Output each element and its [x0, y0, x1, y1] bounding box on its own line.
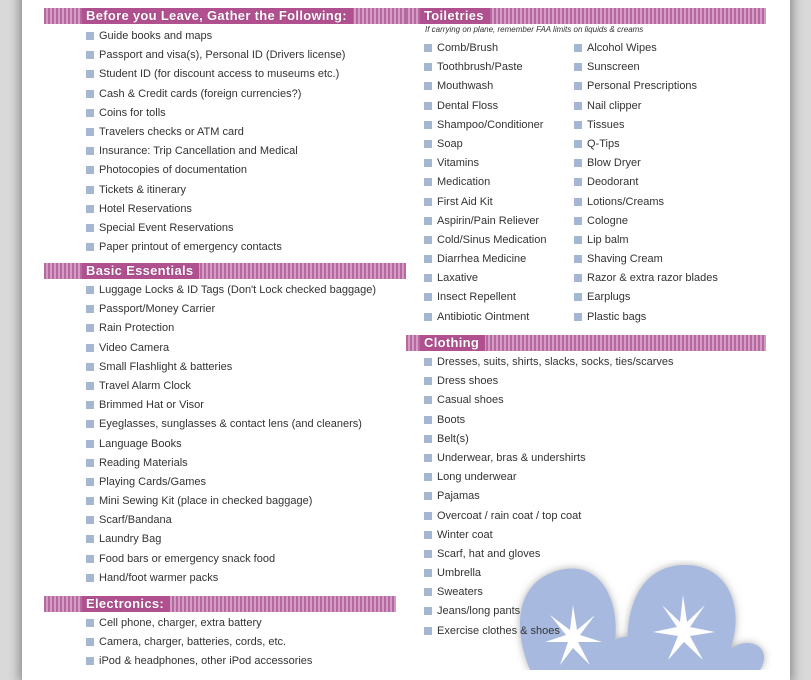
checklist-item[interactable]: Brimmed Hat or Visor: [86, 396, 376, 415]
checklist-item[interactable]: Scarf, hat and gloves: [424, 545, 674, 564]
checklist-item[interactable]: Scarf/Bandana: [86, 511, 376, 530]
checklist-item[interactable]: Hotel Reservations: [86, 200, 345, 219]
checklist-item[interactable]: Toothbrush/Paste: [424, 58, 546, 77]
toiletries-list-col1: [424, 39, 546, 327]
checklist-item[interactable]: Tickets & itinerary: [86, 181, 345, 200]
checklist-item[interactable]: Eyeglasses, sunglasses & contact lens (and cleaners): [86, 415, 376, 434]
toiletries-list-col2: [574, 39, 718, 327]
checklist-item[interactable]: Cologne: [574, 212, 718, 231]
checklist-item[interactable]: Paper printout of emergency contacts: [86, 238, 345, 257]
section-title: Clothing: [420, 335, 485, 351]
checklist-item[interactable]: Cell phone, charger, extra battery: [86, 614, 312, 633]
checklist-item[interactable]: Exercise clothes & shoes: [424, 622, 674, 641]
checklist-item[interactable]: Antibiotic Ointment: [424, 308, 546, 327]
checklist-item[interactable]: Boots: [424, 411, 674, 430]
electronics-list: [86, 614, 312, 672]
checklist-item[interactable]: Aspirin/Pain Reliever: [424, 212, 546, 231]
checklist-item[interactable]: Casual shoes: [424, 391, 674, 410]
checklist-item[interactable]: Hand/foot warmer packs: [86, 569, 376, 588]
checklist-item[interactable]: Travel Alarm Clock: [86, 377, 376, 396]
checklist-item[interactable]: Language Books: [86, 435, 376, 454]
checklist-item[interactable]: Travelers checks or ATM card: [86, 123, 345, 142]
checklist-item[interactable]: Winter coat: [424, 526, 674, 545]
checklist-item[interactable]: Sweaters: [424, 583, 674, 602]
checklist-item[interactable]: Student ID (for discount access to museums etc.): [86, 65, 345, 84]
clothing-list: [424, 353, 674, 641]
checklist-item[interactable]: Mouthwash: [424, 77, 546, 96]
checklist-item[interactable]: Passport and visa(s), Personal ID (Drivers license): [86, 46, 345, 65]
checklist-item[interactable]: Insect Repellent: [424, 288, 546, 307]
checklist-item[interactable]: First Aid Kit: [424, 193, 546, 212]
checklist-item[interactable]: Diarrhea Medicine: [424, 250, 546, 269]
checklist-item[interactable]: Plastic bags: [574, 308, 718, 327]
checklist-item[interactable]: iPod & headphones, other iPod accessories: [86, 652, 312, 671]
section-header-clothing: [406, 335, 766, 351]
checklist-item[interactable]: Umbrella: [424, 564, 674, 583]
checklist-item[interactable]: Cash & Credit cards (foreign currencies?): [86, 85, 345, 104]
before-list: [86, 27, 345, 257]
checklist-item[interactable]: Dresses, suits, shirts, slacks, socks, ties/scarves: [424, 353, 674, 372]
section-title: Electronics:: [82, 596, 170, 612]
checklist-item[interactable]: Nail clipper: [574, 97, 718, 116]
section-title: Basic Essentials: [82, 263, 199, 279]
checklist-item[interactable]: Rain Protection: [86, 319, 376, 338]
checklist-item[interactable]: Vitamins: [424, 154, 546, 173]
checklist-item[interactable]: Deodorant: [574, 173, 718, 192]
checklist-item[interactable]: Dental Floss: [424, 97, 546, 116]
checklist-item[interactable]: Jeans/long pants: [424, 602, 674, 621]
checklist-item[interactable]: Guide books and maps: [86, 27, 345, 46]
checklist-item[interactable]: Laundry Bag: [86, 530, 376, 549]
checklist-item[interactable]: Shaving Cream: [574, 250, 718, 269]
checklist-item[interactable]: Passport/Money Carrier: [86, 300, 376, 319]
checklist-item[interactable]: Razor & extra razor blades: [574, 269, 718, 288]
checklist-item[interactable]: Long underwear: [424, 468, 674, 487]
checklist-item[interactable]: Food bars or emergency snack food: [86, 550, 376, 569]
checklist-item[interactable]: Lotions/Creams: [574, 193, 718, 212]
checklist-item[interactable]: Alcohol Wipes: [574, 39, 718, 58]
section-header-basic-essentials: [44, 263, 406, 279]
checklist-item[interactable]: Comb/Brush: [424, 39, 546, 58]
checklist-item[interactable]: Belt(s): [424, 430, 674, 449]
checklist-item[interactable]: Tissues: [574, 116, 718, 135]
checklist-item[interactable]: Playing Cards/Games: [86, 473, 376, 492]
checklist-item[interactable]: Pajamas: [424, 487, 674, 506]
checklist-item[interactable]: Personal Prescriptions: [574, 77, 718, 96]
section-header-electronics: [44, 596, 396, 612]
checklist-item[interactable]: Overcoat / rain coat / top coat: [424, 507, 674, 526]
checklist-item[interactable]: Mini Sewing Kit (place in checked baggage): [86, 492, 376, 511]
checklist-item[interactable]: Q-Tips: [574, 135, 718, 154]
checklist-item[interactable]: Camera, charger, batteries, cords, etc.: [86, 633, 312, 652]
checklist-item[interactable]: Photocopies of documentation: [86, 161, 345, 180]
section-title: Toiletries: [420, 8, 490, 24]
checklist-item[interactable]: Reading Materials: [86, 454, 376, 473]
section-header-before-you-leave: [44, 8, 406, 24]
section-header-toiletries: [406, 8, 766, 24]
checklist-item[interactable]: Coins for tolls: [86, 104, 345, 123]
section-title: Before you Leave, Gather the Following:: [82, 8, 353, 24]
checklist-item[interactable]: Soap: [424, 135, 546, 154]
checklist-item[interactable]: Small Flashlight & batteries: [86, 358, 376, 377]
checklist-item[interactable]: Medication: [424, 173, 546, 192]
checklist-item[interactable]: Blow Dryer: [574, 154, 718, 173]
checklist-item[interactable]: Underwear, bras & undershirts: [424, 449, 674, 468]
checklist-item[interactable]: Special Event Reservations: [86, 219, 345, 238]
checklist-item[interactable]: Insurance: Trip Cancellation and Medical: [86, 142, 345, 161]
checklist-item[interactable]: Shampoo/Conditioner: [424, 116, 546, 135]
checklist-item[interactable]: Luggage Locks & ID Tags (Don't Lock checked baggage): [86, 281, 376, 300]
checklist-item[interactable]: Cold/Sinus Medication: [424, 231, 546, 250]
checklist-item[interactable]: Sunscreen: [574, 58, 718, 77]
toiletries-note: If carrying on plane, remember FAA limits on liquids & creams: [425, 25, 644, 34]
checklist-item[interactable]: Dress shoes: [424, 372, 674, 391]
checklist-item[interactable]: Earplugs: [574, 288, 718, 307]
checklist-item[interactable]: Video Camera: [86, 339, 376, 358]
checklist-item[interactable]: Laxative: [424, 269, 546, 288]
basic-list: [86, 281, 376, 588]
checklist-item[interactable]: Lip balm: [574, 231, 718, 250]
